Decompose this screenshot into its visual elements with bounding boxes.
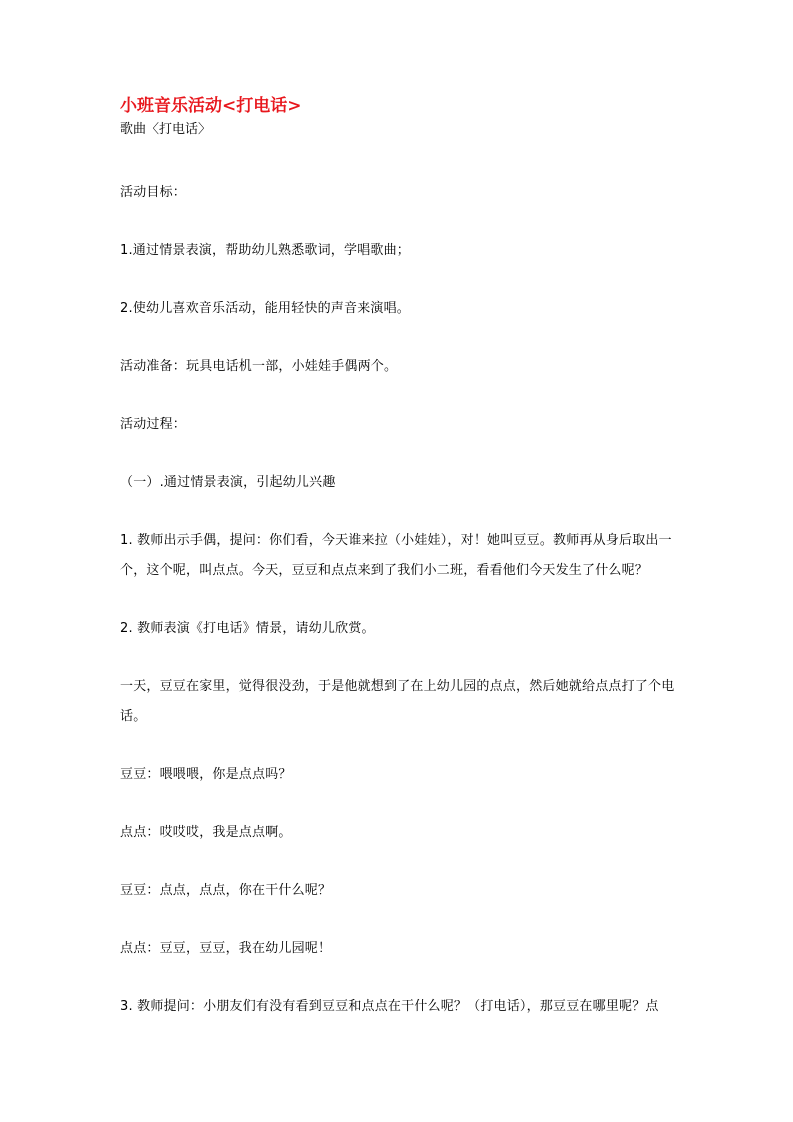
dialogue-line-1: 豆豆：喂喂喂，你是点点吗？ <box>120 767 292 782</box>
song-subtitle: 歌曲〈打电话〉 <box>120 122 212 137</box>
section-one-heading: （一）.通过情景表演，引起幼儿兴趣 <box>120 475 336 490</box>
scene-description: 一天，豆豆在家里，觉得很没劲，于是他就想到了在上幼儿园的点点，然后她就给点点打了个电话。 <box>120 679 675 724</box>
goals-heading: 活动目标： <box>120 185 187 200</box>
process-heading: 活动过程： <box>120 417 187 432</box>
step-2: 2. 教师表演《打电话》情景，请幼儿欣赏。 <box>120 621 375 636</box>
dialogue-line-3: 豆豆：点点，点点，你在干什么呢？ <box>120 883 332 898</box>
document-body <box>120 94 676 1022</box>
goal-2: 2.使幼儿喜欢音乐活动，能用轻快的声音来演唱。 <box>120 301 411 316</box>
document-title: 小班音乐活动<打电话> <box>120 96 302 116</box>
preparation: 活动准备：玩具电话机一部，小娃娃手偶两个。 <box>120 359 398 374</box>
dialogue-line-4: 点点：豆豆，豆豆，我在幼儿园呢！ <box>120 941 332 956</box>
goal-1: 1.通过情景表演，帮助幼儿熟悉歌词，学唱歌曲； <box>120 243 411 258</box>
step-1: 1. 教师出示手偶，提问：你们看，今天谁来拉（小娃娃），对！她叫豆豆。教师再从身后取出一个，这个呢，叫点点。今天，豆豆和点点来到了我们小二班，看看他们今天发生了什么呢？ <box>120 533 672 578</box>
step-3: 3. 教师提问：小朋友们有没有看到豆豆和点点在干什么呢？（打电话），那豆豆在哪里呢？点 <box>120 999 659 1014</box>
dialogue-line-2: 点点：哎哎哎，我是点点啊。 <box>120 825 292 840</box>
